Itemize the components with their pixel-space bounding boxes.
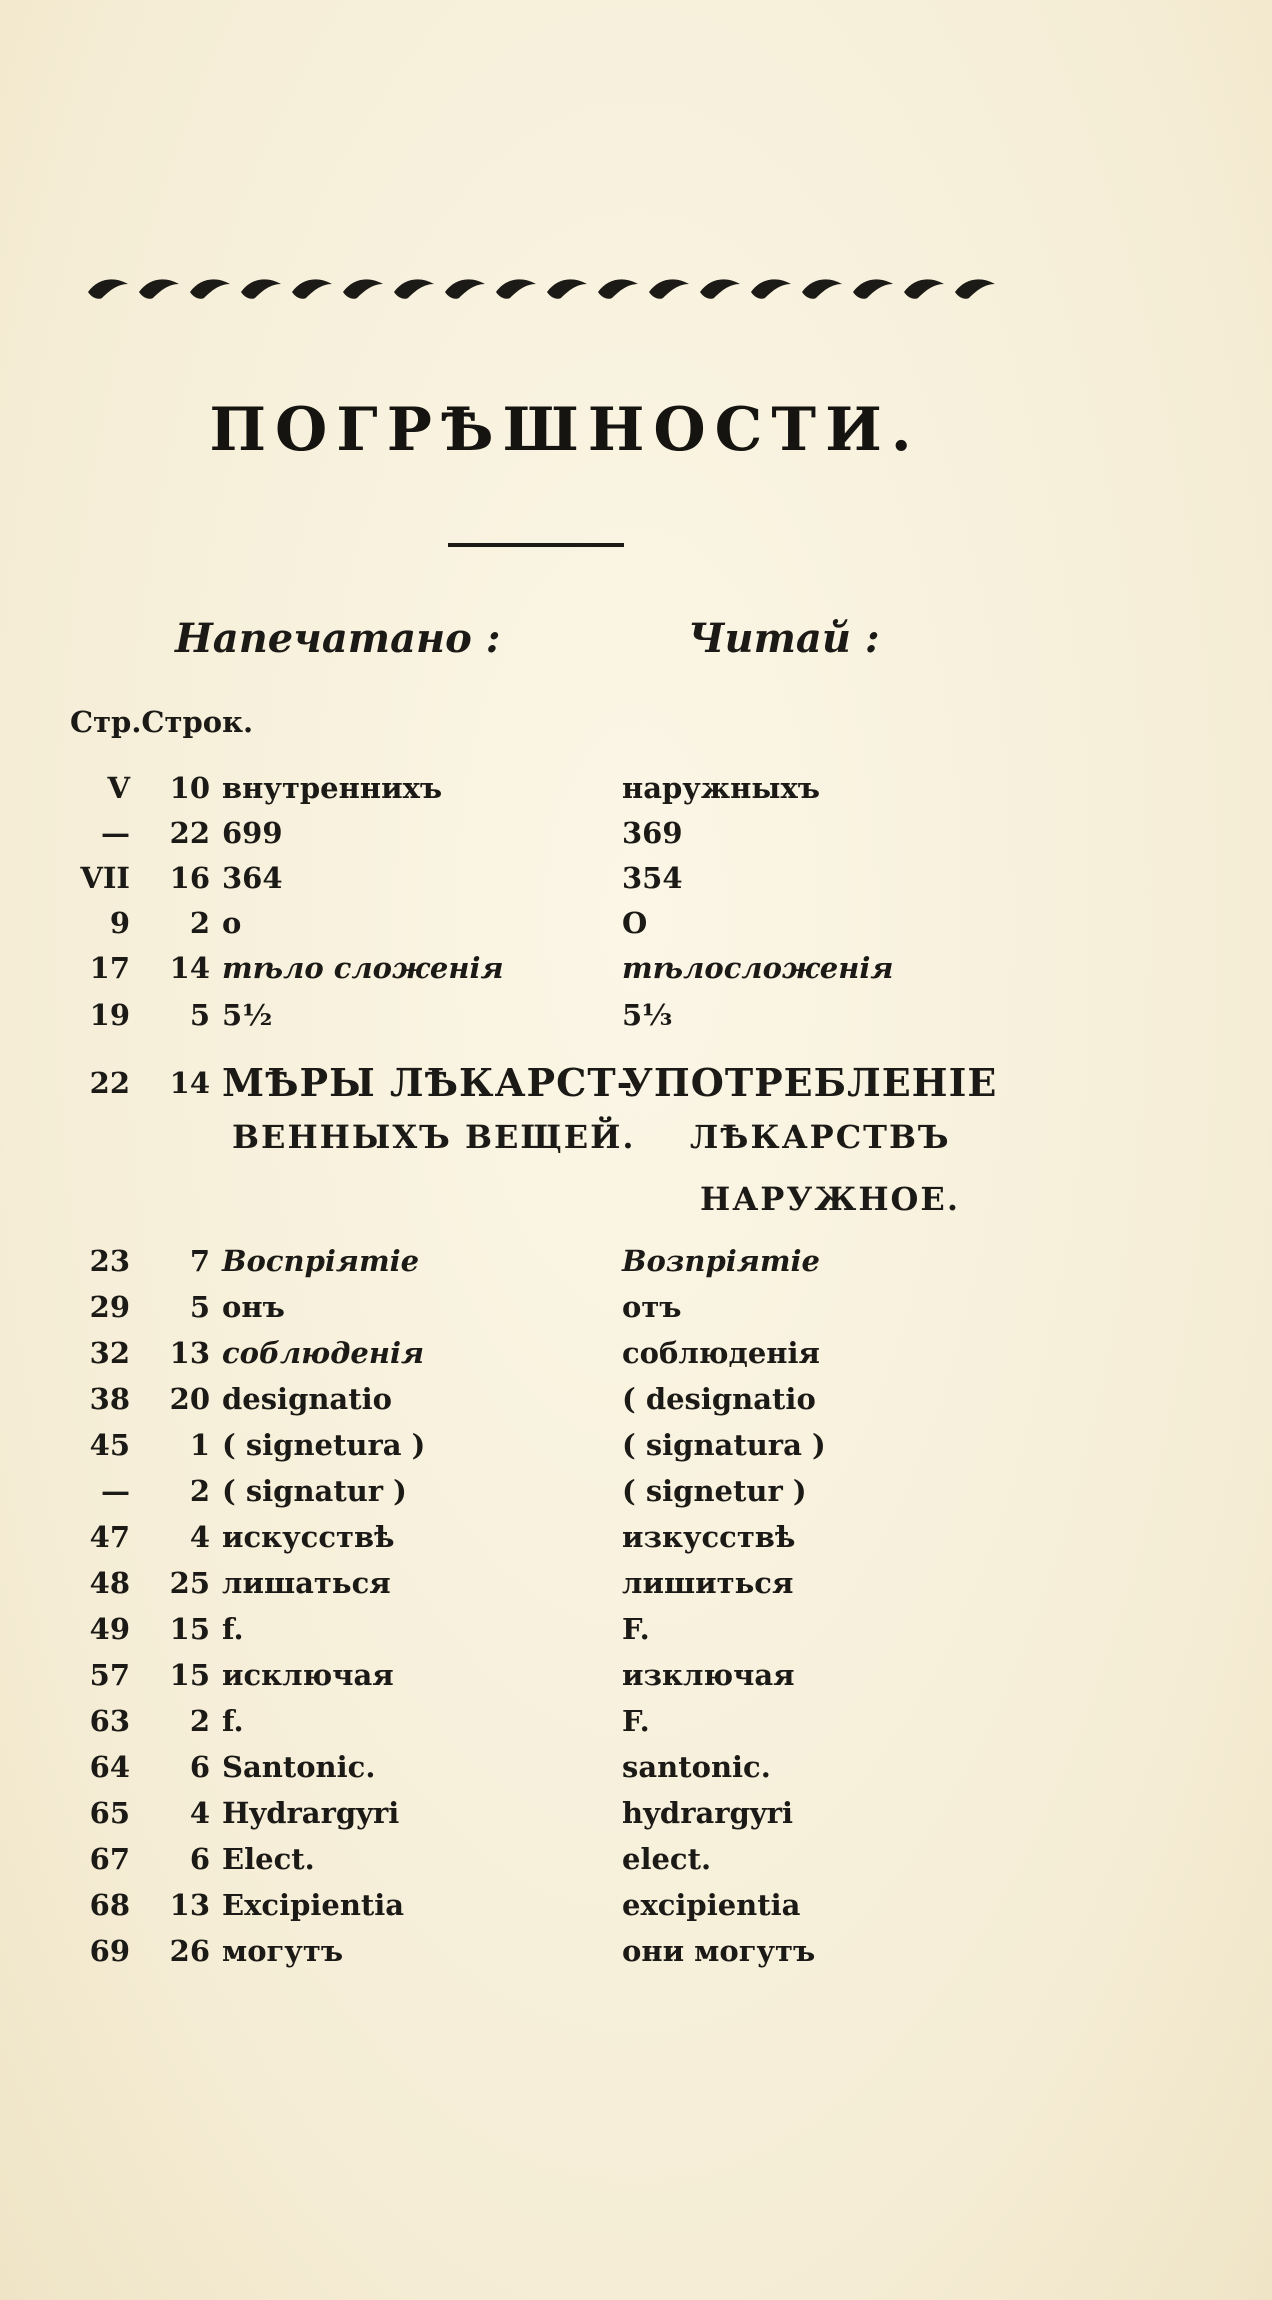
- printed-text: Excipientia: [222, 1888, 405, 1922]
- line-number: 14: [169, 1066, 210, 1100]
- correct-text: изключая: [622, 1658, 795, 1692]
- correct-text: соблюденія: [622, 1336, 820, 1370]
- errata-row: [0, 855, 1272, 901]
- correct-text: santonic.: [622, 1750, 771, 1784]
- correct-text: 354: [622, 861, 683, 895]
- errata-row: [0, 1606, 1272, 1652]
- page-number: 29: [89, 1290, 130, 1324]
- printed-text: исключая: [222, 1658, 394, 1692]
- correct-text: лишиться: [622, 1566, 794, 1600]
- page-number: 69: [89, 1934, 130, 1968]
- printed-text: designatio: [222, 1382, 392, 1416]
- correct-text: 369: [622, 816, 683, 850]
- page-number: 47: [89, 1520, 130, 1554]
- page-number: 49: [89, 1612, 130, 1646]
- correct-text: ( signatura ): [622, 1428, 826, 1462]
- errata-row: [0, 1836, 1272, 1882]
- page-number: VII: [80, 861, 130, 895]
- errata-row: [0, 1652, 1272, 1698]
- printed-text: f.: [222, 1704, 244, 1738]
- page-number: 63: [89, 1704, 130, 1738]
- page-number: 17: [89, 951, 130, 985]
- correct-text: F.: [622, 1704, 650, 1738]
- printed-text: внутреннихъ: [222, 771, 443, 805]
- line-number: 4: [189, 1520, 210, 1554]
- errata-row: [0, 900, 1272, 946]
- page-number: 45: [89, 1428, 130, 1462]
- correct-text: ( designatio: [622, 1382, 816, 1416]
- line-number: 16: [169, 861, 210, 895]
- correct-text: Возпріятіе: [622, 1244, 820, 1278]
- page-number: —: [101, 1474, 130, 1508]
- printed-text-continuation: ВЕННЫХЪ ВЕЩЕЙ.: [232, 1118, 636, 1156]
- line-number: 15: [169, 1658, 210, 1692]
- line-number: 2: [189, 1474, 210, 1508]
- line-number: 5: [189, 1290, 210, 1324]
- errata-row: [0, 1790, 1272, 1836]
- page-number: 65: [89, 1796, 130, 1830]
- printed-text: ( signatur ): [222, 1474, 407, 1508]
- printed-text: могутъ: [222, 1934, 344, 1968]
- printed-text: онъ: [222, 1290, 285, 1324]
- line-number: 15: [169, 1612, 210, 1646]
- errata-row: [0, 1468, 1272, 1514]
- line-number: 14: [169, 951, 210, 985]
- read-header: Читай :: [688, 615, 880, 662]
- correct-text: elect.: [622, 1842, 712, 1876]
- page-number: V: [107, 771, 130, 805]
- correct-text-continuation: ЛѢКАРСТВЪ: [690, 1118, 951, 1156]
- correct-text: наружныхъ: [622, 771, 820, 805]
- printed-text: Hydrargyri: [222, 1796, 400, 1830]
- line-number: 25: [169, 1566, 210, 1600]
- correct-text: 5⅓: [622, 998, 673, 1032]
- printed-text: f.: [222, 1612, 244, 1646]
- line-number: 6: [189, 1750, 210, 1784]
- errata-row: [0, 765, 1272, 811]
- correct-text: они могутъ: [622, 1934, 816, 1968]
- errata-row: [0, 945, 1272, 991]
- line-number: 6: [189, 1842, 210, 1876]
- page-number: 48: [89, 1566, 130, 1600]
- page-number: 67: [89, 1842, 130, 1876]
- errata-row: [0, 1284, 1272, 1330]
- printed-text: Santonic.: [222, 1750, 376, 1784]
- page-number: 68: [89, 1888, 130, 1922]
- printed-text: МѢРЫ ЛѢКАРСТ-: [222, 1060, 634, 1105]
- errata-row: [0, 992, 1272, 1038]
- page-number: 23: [89, 1244, 130, 1278]
- column-headers: Стр.Строк.: [70, 705, 254, 739]
- printed-text: тѣло сложенія: [222, 951, 504, 985]
- correct-text: О: [622, 906, 648, 940]
- line-number: 10: [169, 771, 210, 805]
- page-number: 22: [89, 1066, 130, 1100]
- errata-row: [0, 1376, 1272, 1422]
- line-number: 13: [169, 1888, 210, 1922]
- line-number: 2: [189, 906, 210, 940]
- correct-text: F.: [622, 1612, 650, 1646]
- page-number: 19: [89, 998, 130, 1032]
- printed-text: ( signetura ): [222, 1428, 426, 1462]
- line-number: 1: [189, 1428, 210, 1462]
- printed-text: 699: [222, 816, 283, 850]
- correct-text: отъ: [622, 1290, 682, 1324]
- errata-row: [0, 1060, 1272, 1106]
- page-number: 38: [89, 1382, 130, 1416]
- errata-row: [0, 1560, 1272, 1606]
- line-number: 13: [169, 1336, 210, 1370]
- errata-row: [0, 1238, 1272, 1284]
- printed-text: искусствѣ: [222, 1520, 395, 1554]
- errata-row: [0, 1514, 1272, 1560]
- errata-row: [0, 1928, 1272, 1974]
- page-number: —: [101, 816, 130, 850]
- printed-text: лишаться: [222, 1566, 391, 1600]
- line-number: 26: [169, 1934, 210, 1968]
- correct-text: excipientia: [622, 1888, 801, 1922]
- page-number: 64: [89, 1750, 130, 1784]
- line-number: 20: [169, 1382, 210, 1416]
- errata-row: [0, 1698, 1272, 1744]
- line-number: 22: [169, 816, 210, 850]
- correct-text: УПОТРЕБЛЕНІЕ: [622, 1060, 998, 1105]
- line-number: 5: [189, 998, 210, 1032]
- printed-text: Elect.: [222, 1842, 315, 1876]
- printed-text: 5½: [222, 998, 273, 1032]
- line-number: 2: [189, 1704, 210, 1738]
- errata-row: [0, 1422, 1272, 1468]
- line-number: 4: [189, 1796, 210, 1830]
- printed-text: Воспріятіе: [222, 1244, 420, 1278]
- printed-text: 364: [222, 861, 283, 895]
- page-number: 9: [109, 906, 130, 940]
- correct-text-continuation: НАРУЖНОЕ.: [700, 1180, 960, 1218]
- printed-text: соблюденія: [222, 1336, 425, 1370]
- page-title: ПОГРѢШНОСТИ.: [209, 395, 921, 465]
- printed-text: о: [222, 906, 242, 940]
- errata-row: [0, 1744, 1272, 1790]
- page-number: 57: [89, 1658, 130, 1692]
- errata-row: [0, 810, 1272, 856]
- correct-text: hydrargyri: [622, 1796, 793, 1830]
- correct-text: тѣлосложенія: [622, 951, 894, 985]
- errata-row: [0, 1330, 1272, 1376]
- correct-text: изкусствѣ: [622, 1520, 796, 1554]
- printed-header: Напечатано :: [175, 615, 501, 662]
- page-number: 32: [89, 1336, 130, 1370]
- line-number: 7: [189, 1244, 210, 1278]
- correct-text: ( signetur ): [622, 1474, 807, 1508]
- errata-row: [0, 1882, 1272, 1928]
